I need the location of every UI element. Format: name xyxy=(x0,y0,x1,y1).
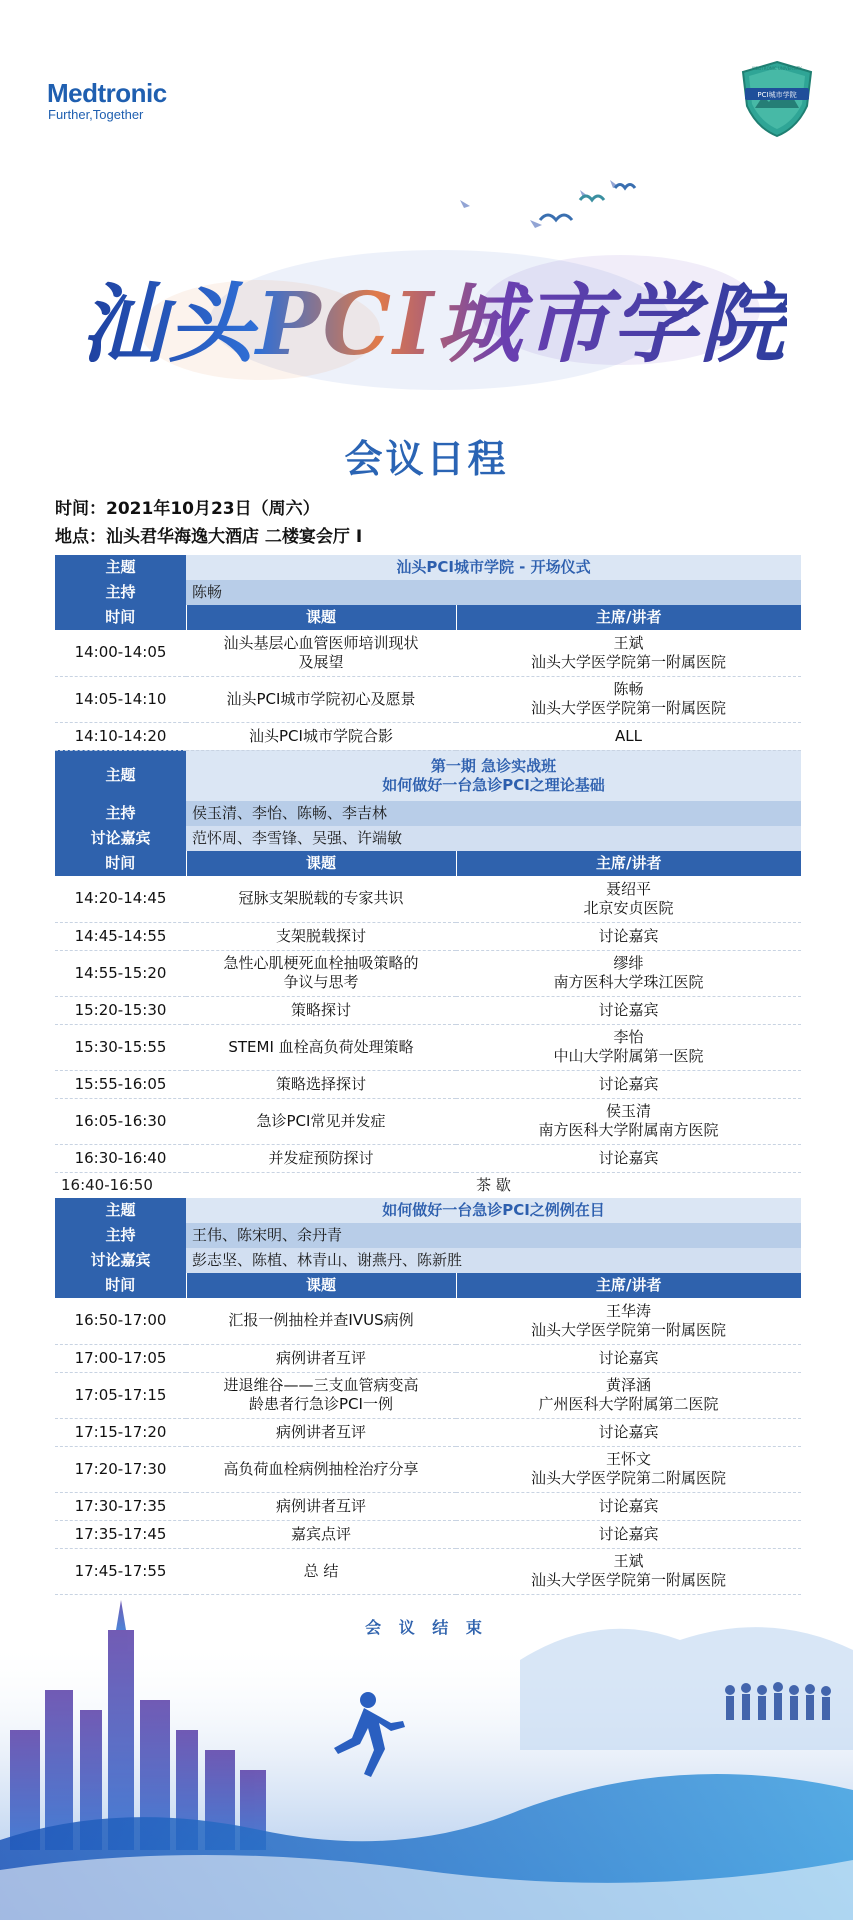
break-time: 16:40-16:50 xyxy=(61,1175,153,1194)
column-topic: 课题 xyxy=(186,605,456,630)
svg-text:PCI城市学院: PCI城市学院 xyxy=(757,91,797,99)
column-speaker: 主席/讲者 xyxy=(456,605,801,630)
discussants-label: 讨论嘉宾 xyxy=(55,1248,186,1273)
item-time: 17:15-17:20 xyxy=(55,1418,186,1446)
table-row xyxy=(55,722,801,750)
section-host: 陈畅 xyxy=(186,580,801,605)
item-speaker: 讨论嘉宾 xyxy=(456,922,801,950)
table-row xyxy=(55,1024,801,1070)
item-topic: 嘉宾点评 xyxy=(186,1520,456,1548)
item-speaker: 讨论嘉宾 xyxy=(456,1492,801,1520)
section-1-column-header xyxy=(55,605,801,630)
item-topic: 汕头PCI城市学院合影 xyxy=(186,722,456,750)
item-speaker: 讨论嘉宾 xyxy=(456,1520,801,1548)
item-time: 14:20-14:45 xyxy=(55,876,186,922)
table-row xyxy=(55,1492,801,1520)
item-speaker: 陈畅 汕头大学医学院第一附属医院 xyxy=(456,676,801,722)
item-topic: 总 结 xyxy=(186,1548,456,1594)
break-row xyxy=(55,1172,801,1198)
page-title: 会议日程 xyxy=(344,437,509,481)
item-speaker: 李怡 中山大学附属第一医院 xyxy=(456,1024,801,1070)
section-2-discussants-row xyxy=(55,826,801,851)
item-time: 14:10-14:20 xyxy=(55,722,186,750)
host-label: 主持 xyxy=(55,580,186,605)
item-time: 16:05-16:30 xyxy=(55,1098,186,1144)
section-discussants: 彭志坚、陈植、林青山、谢燕丹、陈新胜 xyxy=(186,1248,801,1273)
item-topic: 高负荷血栓病例抽栓治疗分享 xyxy=(186,1446,456,1492)
item-topic: 策略选择探讨 xyxy=(186,1070,456,1098)
table-row xyxy=(55,1144,801,1172)
section-2-column-header xyxy=(55,851,801,876)
table-row xyxy=(55,996,801,1024)
item-speaker: 王斌 汕头大学医学院第一附属医院 xyxy=(456,630,801,676)
table-row xyxy=(55,1070,801,1098)
closing-note: 会 议 结 束 xyxy=(365,1618,488,1637)
item-time: 17:20-17:30 xyxy=(55,1446,186,1492)
item-topic: 进退维谷——三支血管病变高 龄患者行急诊PCI一例 xyxy=(186,1372,456,1418)
section-2-topic-row xyxy=(55,750,801,801)
item-time: 14:05-14:10 xyxy=(55,676,186,722)
topic-label: 主题 xyxy=(55,750,186,801)
item-speaker: 黄泽涵 广州医科大学附属第二医院 xyxy=(456,1372,801,1418)
item-time: 15:30-15:55 xyxy=(55,1024,186,1070)
item-topic: 病例讲者互评 xyxy=(186,1492,456,1520)
brand-tagline: Further,Together xyxy=(48,107,144,122)
topic-label: 主题 xyxy=(55,555,186,580)
hero-title: 汕头PCI城市学院 xyxy=(80,255,787,379)
column-speaker: 主席/讲者 xyxy=(456,1273,801,1298)
item-speaker: 王斌 汕头大学医学院第一附属医院 xyxy=(456,1548,801,1594)
column-time: 时间 xyxy=(55,1273,186,1298)
item-speaker: 讨论嘉宾 xyxy=(456,1344,801,1372)
item-time: 17:00-17:05 xyxy=(55,1344,186,1372)
column-topic: 课题 xyxy=(186,851,456,876)
section-3-discussants-row xyxy=(55,1248,801,1273)
column-time: 时间 xyxy=(55,605,186,630)
host-label: 主持 xyxy=(55,1223,186,1248)
table-row xyxy=(55,876,801,922)
topic-label: 主题 xyxy=(55,1198,186,1223)
table-row xyxy=(55,1344,801,1372)
item-topic: 急诊PCI常见并发症 xyxy=(186,1098,456,1144)
table-row xyxy=(55,1372,801,1418)
item-time: 16:30-16:40 xyxy=(55,1144,186,1172)
table-row xyxy=(55,1098,801,1144)
schedule-body xyxy=(55,555,801,1594)
item-time: 17:45-17:55 xyxy=(55,1548,186,1594)
section-3-column-header xyxy=(55,1273,801,1298)
item-speaker: 讨论嘉宾 xyxy=(456,996,801,1024)
item-speaker: ALL xyxy=(456,722,801,750)
table-row xyxy=(55,1298,801,1344)
svg-text:MEDTRONIC UNIVERSITY: MEDTRONIC UNIVERSITY xyxy=(752,66,802,71)
item-topic: 病例讲者互评 xyxy=(186,1344,456,1372)
item-time: 17:30-17:35 xyxy=(55,1492,186,1520)
host-label: 主持 xyxy=(55,801,186,826)
item-topic: 策略探讨 xyxy=(186,996,456,1024)
item-topic: 汕头PCI城市学院初心及愿景 xyxy=(186,676,456,722)
section-1-host-row xyxy=(55,580,801,605)
item-time: 15:20-15:30 xyxy=(55,996,186,1024)
event-place: 地点：汕头君华海逸大酒店 二楼宴会厅 I xyxy=(55,527,363,547)
header xyxy=(0,0,853,150)
item-time: 17:05-17:15 xyxy=(55,1372,186,1418)
item-topic: 冠脉支架脱载的专家共识 xyxy=(186,876,456,922)
table-row xyxy=(55,630,801,676)
table-row xyxy=(55,1418,801,1446)
schedule-table xyxy=(55,555,801,1595)
item-time: 14:00-14:05 xyxy=(55,630,186,676)
item-time: 14:45-14:55 xyxy=(55,922,186,950)
column-speaker: 主席/讲者 xyxy=(456,851,801,876)
table-row xyxy=(55,950,801,996)
column-topic: 课题 xyxy=(186,1273,456,1298)
section-3-host-row xyxy=(55,1223,801,1248)
item-time: 16:50-17:00 xyxy=(55,1298,186,1344)
university-badge-icon xyxy=(737,58,817,138)
section-1-topic-row xyxy=(55,555,801,580)
section-discussants: 范怀周、李雪锋、吴强、许端敏 xyxy=(186,826,801,851)
event-time: 时间：2021年10月23日（周六） xyxy=(55,499,320,519)
item-speaker: 讨论嘉宾 xyxy=(456,1070,801,1098)
item-speaker: 王华涛 汕头大学医学院第一附属医院 xyxy=(456,1298,801,1344)
item-topic: 汕头基层心血管医师培训现状 及展望 xyxy=(186,630,456,676)
city-skyline-icon xyxy=(0,1540,853,1920)
section-topic: 汕头PCI城市学院 - 开场仪式 xyxy=(186,555,801,580)
brand-logo: Medtronic xyxy=(47,78,167,108)
item-speaker: 讨论嘉宾 xyxy=(456,1418,801,1446)
section-topic: 第一期 急诊实战班 如何做好一台急诊PCI之理论基础 xyxy=(186,750,801,801)
discussants-label: 讨论嘉宾 xyxy=(55,826,186,851)
item-time: 14:55-15:20 xyxy=(55,950,186,996)
column-time: 时间 xyxy=(55,851,186,876)
item-speaker: 聂绍平 北京安贞医院 xyxy=(456,876,801,922)
birds-icon xyxy=(530,180,650,240)
item-topic: 汇报一例抽栓并查IVUS病例 xyxy=(186,1298,456,1344)
section-2-host-row xyxy=(55,801,801,826)
section-topic: 如何做好一台急诊PCI之例例在目 xyxy=(186,1198,801,1223)
table-row xyxy=(55,676,801,722)
item-topic: 并发症预防探讨 xyxy=(186,1144,456,1172)
item-time: 17:35-17:45 xyxy=(55,1520,186,1548)
item-topic: 病例讲者互评 xyxy=(186,1418,456,1446)
hero-banner xyxy=(60,180,800,410)
item-speaker: 缪绯 南方医科大学珠江医院 xyxy=(456,950,801,996)
table-row xyxy=(55,1446,801,1492)
section-3-topic-row xyxy=(55,1198,801,1223)
item-speaker: 侯玉清 南方医科大学附属南方医院 xyxy=(456,1098,801,1144)
item-topic: STEMI 血栓高负荷处理策略 xyxy=(186,1024,456,1070)
item-speaker: 讨论嘉宾 xyxy=(456,1144,801,1172)
section-host: 王伟、陈宋明、余丹青 xyxy=(186,1223,801,1248)
table-row xyxy=(55,922,801,950)
break-label: 茶 歇 xyxy=(476,1175,511,1194)
item-speaker: 王怀文 汕头大学医学院第二附属医院 xyxy=(456,1446,801,1492)
section-host: 侯玉清、李怡、陈畅、李吉林 xyxy=(186,801,801,826)
item-time: 15:55-16:05 xyxy=(55,1070,186,1098)
item-topic: 急性心肌梗死血栓抽吸策略的 争议与思考 xyxy=(186,950,456,996)
item-topic: 支架脱载探讨 xyxy=(186,922,456,950)
